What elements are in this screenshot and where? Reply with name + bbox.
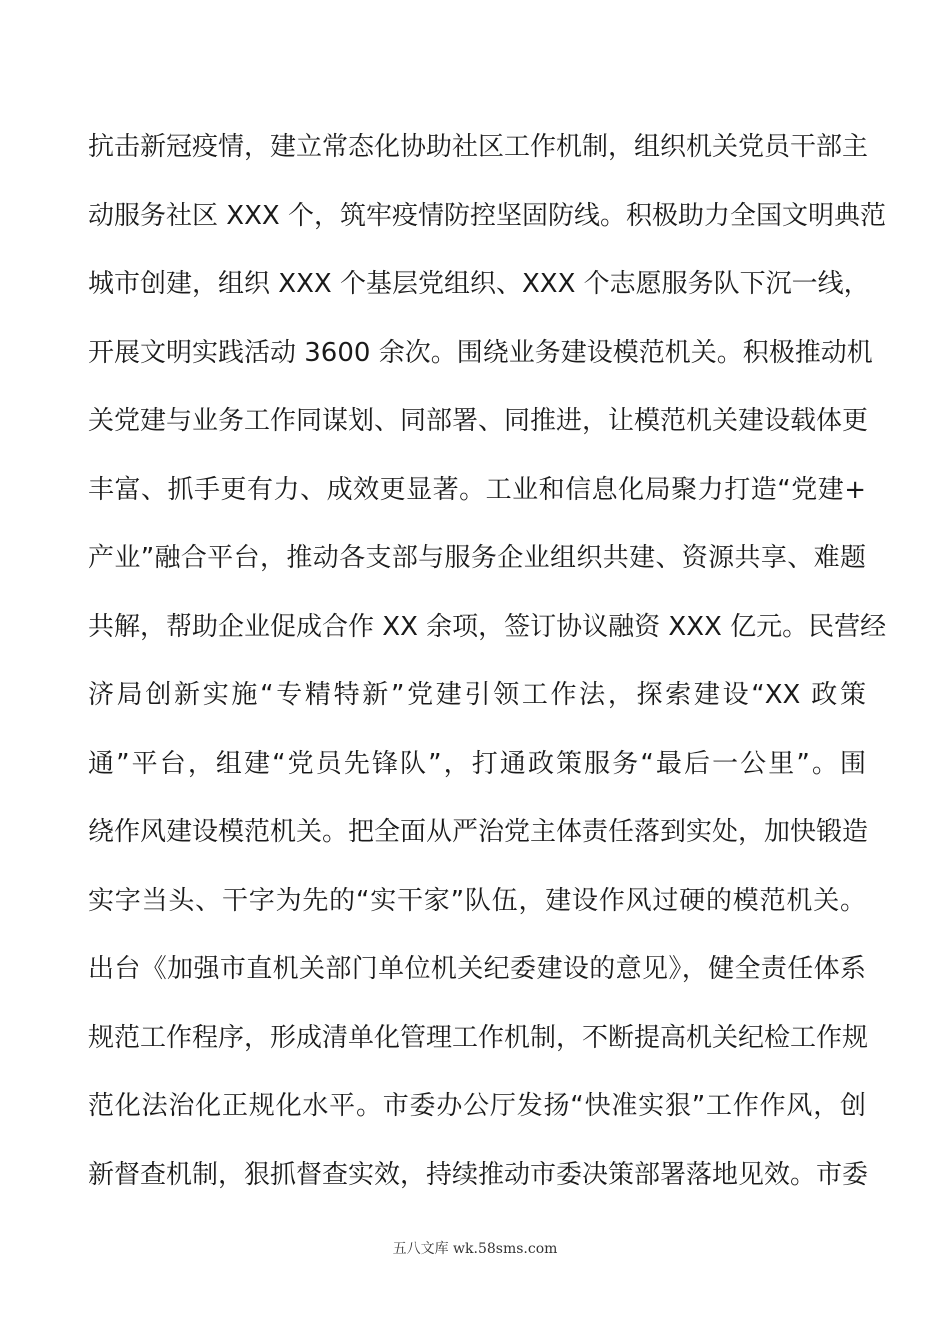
text-line: 范化法治化正规化水平。市委办公厅发扬“快准实狠”工作作风，创 (88, 1091, 866, 1121)
text-line: 开展文明实践活动 3600 余次。围绕业务建设模范机关。积极推动机 (88, 337, 873, 368)
text-line: 出台《加强市直机关部门单位机关纪委建设的意见》，健全责任体系 (88, 954, 866, 984)
text-line: 共解，帮助企业促成合作 XX 余项，签订协议融资 XXX 亿元。民营经 (88, 611, 887, 642)
text-line: 新督查机制，狠抓督查实效，持续推动市委决策部署落地见效。市委 (88, 1159, 869, 1190)
text-line: 产业”融合平台，推动各支部与服务企业组织共建、资源共享、难题 (88, 543, 866, 573)
text-line: 绕作风建设模范机关。把全面从严治党主体责任落到实处，加快锻造 (88, 817, 869, 847)
text-line: 通”平台，组建“党员先锋队”，打通政策服务“最后一公里”。围 (88, 748, 866, 779)
text-line: 实字当头、干字为先的“实干家”队伍，建设作风过硬的模范机关。 (88, 885, 866, 916)
text-line: 济局创新实施“专精特新”党建引领工作法，探索建设“XX 政策 (88, 680, 866, 710)
text-line: 城市创建，组织 XXX 个基层党组织、XXX 个志愿服务队下沉一线， (88, 269, 870, 299)
text-line: 丰富、抓手更有力、成效更显著。工业和信息化局聚力打造“党建+ (88, 474, 866, 505)
page-footer: 五八文库 wk.58sms.com (392, 1241, 558, 1257)
text-line: 动服务社区 XXX 个，筑牢疫情防控坚固防线。积极助力全国文明典范 (88, 200, 886, 231)
text-line: 规范工作程序，形成清单化管理工作机制，不断提高机关纪检工作规 (88, 1022, 869, 1053)
text-line: 关党建与业务工作同谋划、同部署、同推进，让模范机关建设载体更 (88, 406, 869, 436)
body-paragraph (88, 124, 887, 1220)
text-line: 抗击新冠疫情，建立常态化协助社区工作机制，组织机关党员干部主 (88, 132, 869, 162)
